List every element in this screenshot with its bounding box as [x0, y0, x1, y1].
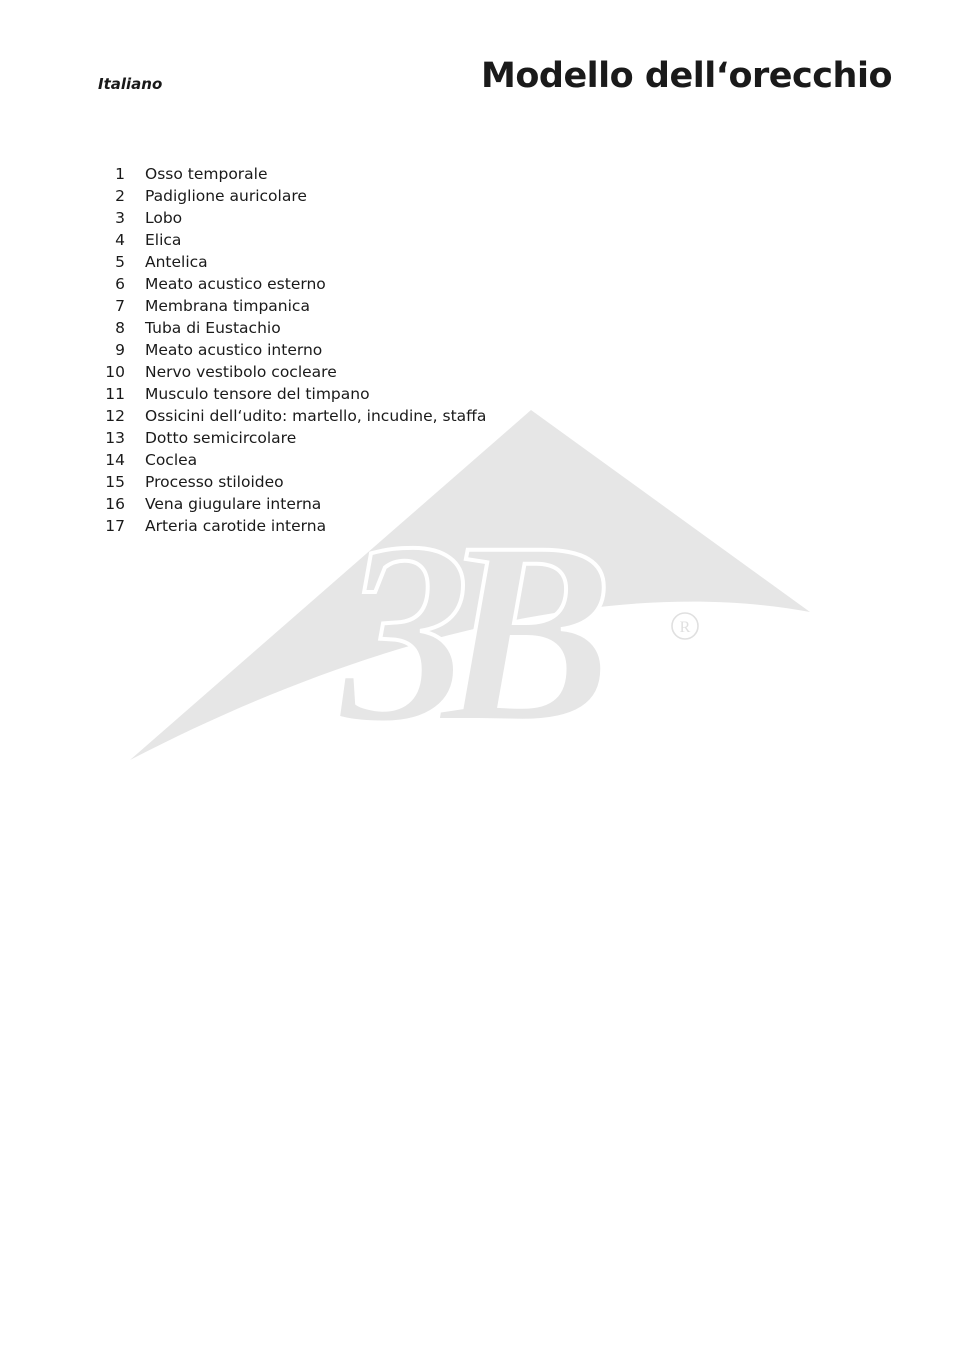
registered-mark-letter: R — [679, 619, 691, 636]
legend-number: 13 — [105, 429, 125, 447]
legend-number: 9 — [115, 341, 125, 359]
legend-number: 8 — [115, 319, 125, 337]
legend-number: 4 — [115, 231, 125, 249]
legend-item — [98, 427, 486, 449]
legend-number: 14 — [105, 451, 125, 469]
legend-number: 16 — [105, 495, 125, 513]
legend-number: 10 — [105, 363, 125, 381]
legend-list — [98, 163, 486, 537]
legend-label: Antelica — [145, 253, 208, 271]
legend-label: Vena giugulare interna — [145, 495, 322, 513]
legend-label: Dotto semicircolare — [145, 429, 297, 447]
legend-number: 7 — [115, 297, 125, 315]
watermark-3b-text: 3B — [340, 489, 584, 777]
legend-label: Meato acustico esterno — [145, 275, 326, 293]
legend-label: Padiglione auricolare — [145, 187, 307, 205]
legend-number: 17 — [105, 517, 125, 535]
legend-number: 3 — [115, 209, 125, 227]
legend-label: Tuba di Eustachio — [145, 319, 281, 337]
legend-item — [98, 449, 486, 471]
legend-label: Lobo — [145, 209, 183, 227]
legend-number: 2 — [115, 187, 125, 205]
legend-label: Meato acustico interno — [145, 341, 323, 359]
legend-label: Processo stiloideo — [145, 473, 284, 491]
legend-label: Nervo vestibolo cocleare — [145, 363, 337, 381]
legend-label: Elica — [145, 231, 182, 249]
legend-item — [98, 185, 486, 207]
legend-number: 11 — [105, 385, 125, 403]
legend-item — [98, 405, 486, 427]
legend-item — [98, 493, 486, 515]
legend-label: Coclea — [145, 451, 198, 469]
legend-item — [98, 361, 486, 383]
legend-item — [98, 163, 486, 185]
legend-item — [98, 229, 486, 251]
legend-item — [98, 383, 486, 405]
language-label: Italiano — [98, 75, 163, 93]
legend-number: 12 — [105, 407, 125, 425]
page-title: Modello dell‘orecchio — [481, 56, 892, 96]
legend-number: 15 — [105, 473, 125, 491]
legend-item — [98, 339, 486, 361]
legend-item — [98, 317, 486, 339]
legend-item — [98, 273, 486, 295]
legend-item — [98, 295, 486, 317]
legend-label: Arteria carotide interna — [145, 517, 327, 535]
legend-item — [98, 251, 486, 273]
legend-label: Ossicini dell‘udito: martello, incudine, staffa — [145, 407, 487, 425]
legend-item — [98, 515, 486, 537]
legend-label: Osso temporale — [145, 165, 268, 183]
legend-label: Musculo tensore del timpano — [145, 385, 370, 403]
legend-number: 5 — [115, 253, 125, 271]
legend-number: 6 — [115, 275, 125, 293]
legend-number: 1 — [115, 165, 125, 183]
legend-label: Membrana timpanica — [145, 297, 310, 315]
legend-item — [98, 471, 486, 493]
legend-item — [98, 207, 486, 229]
